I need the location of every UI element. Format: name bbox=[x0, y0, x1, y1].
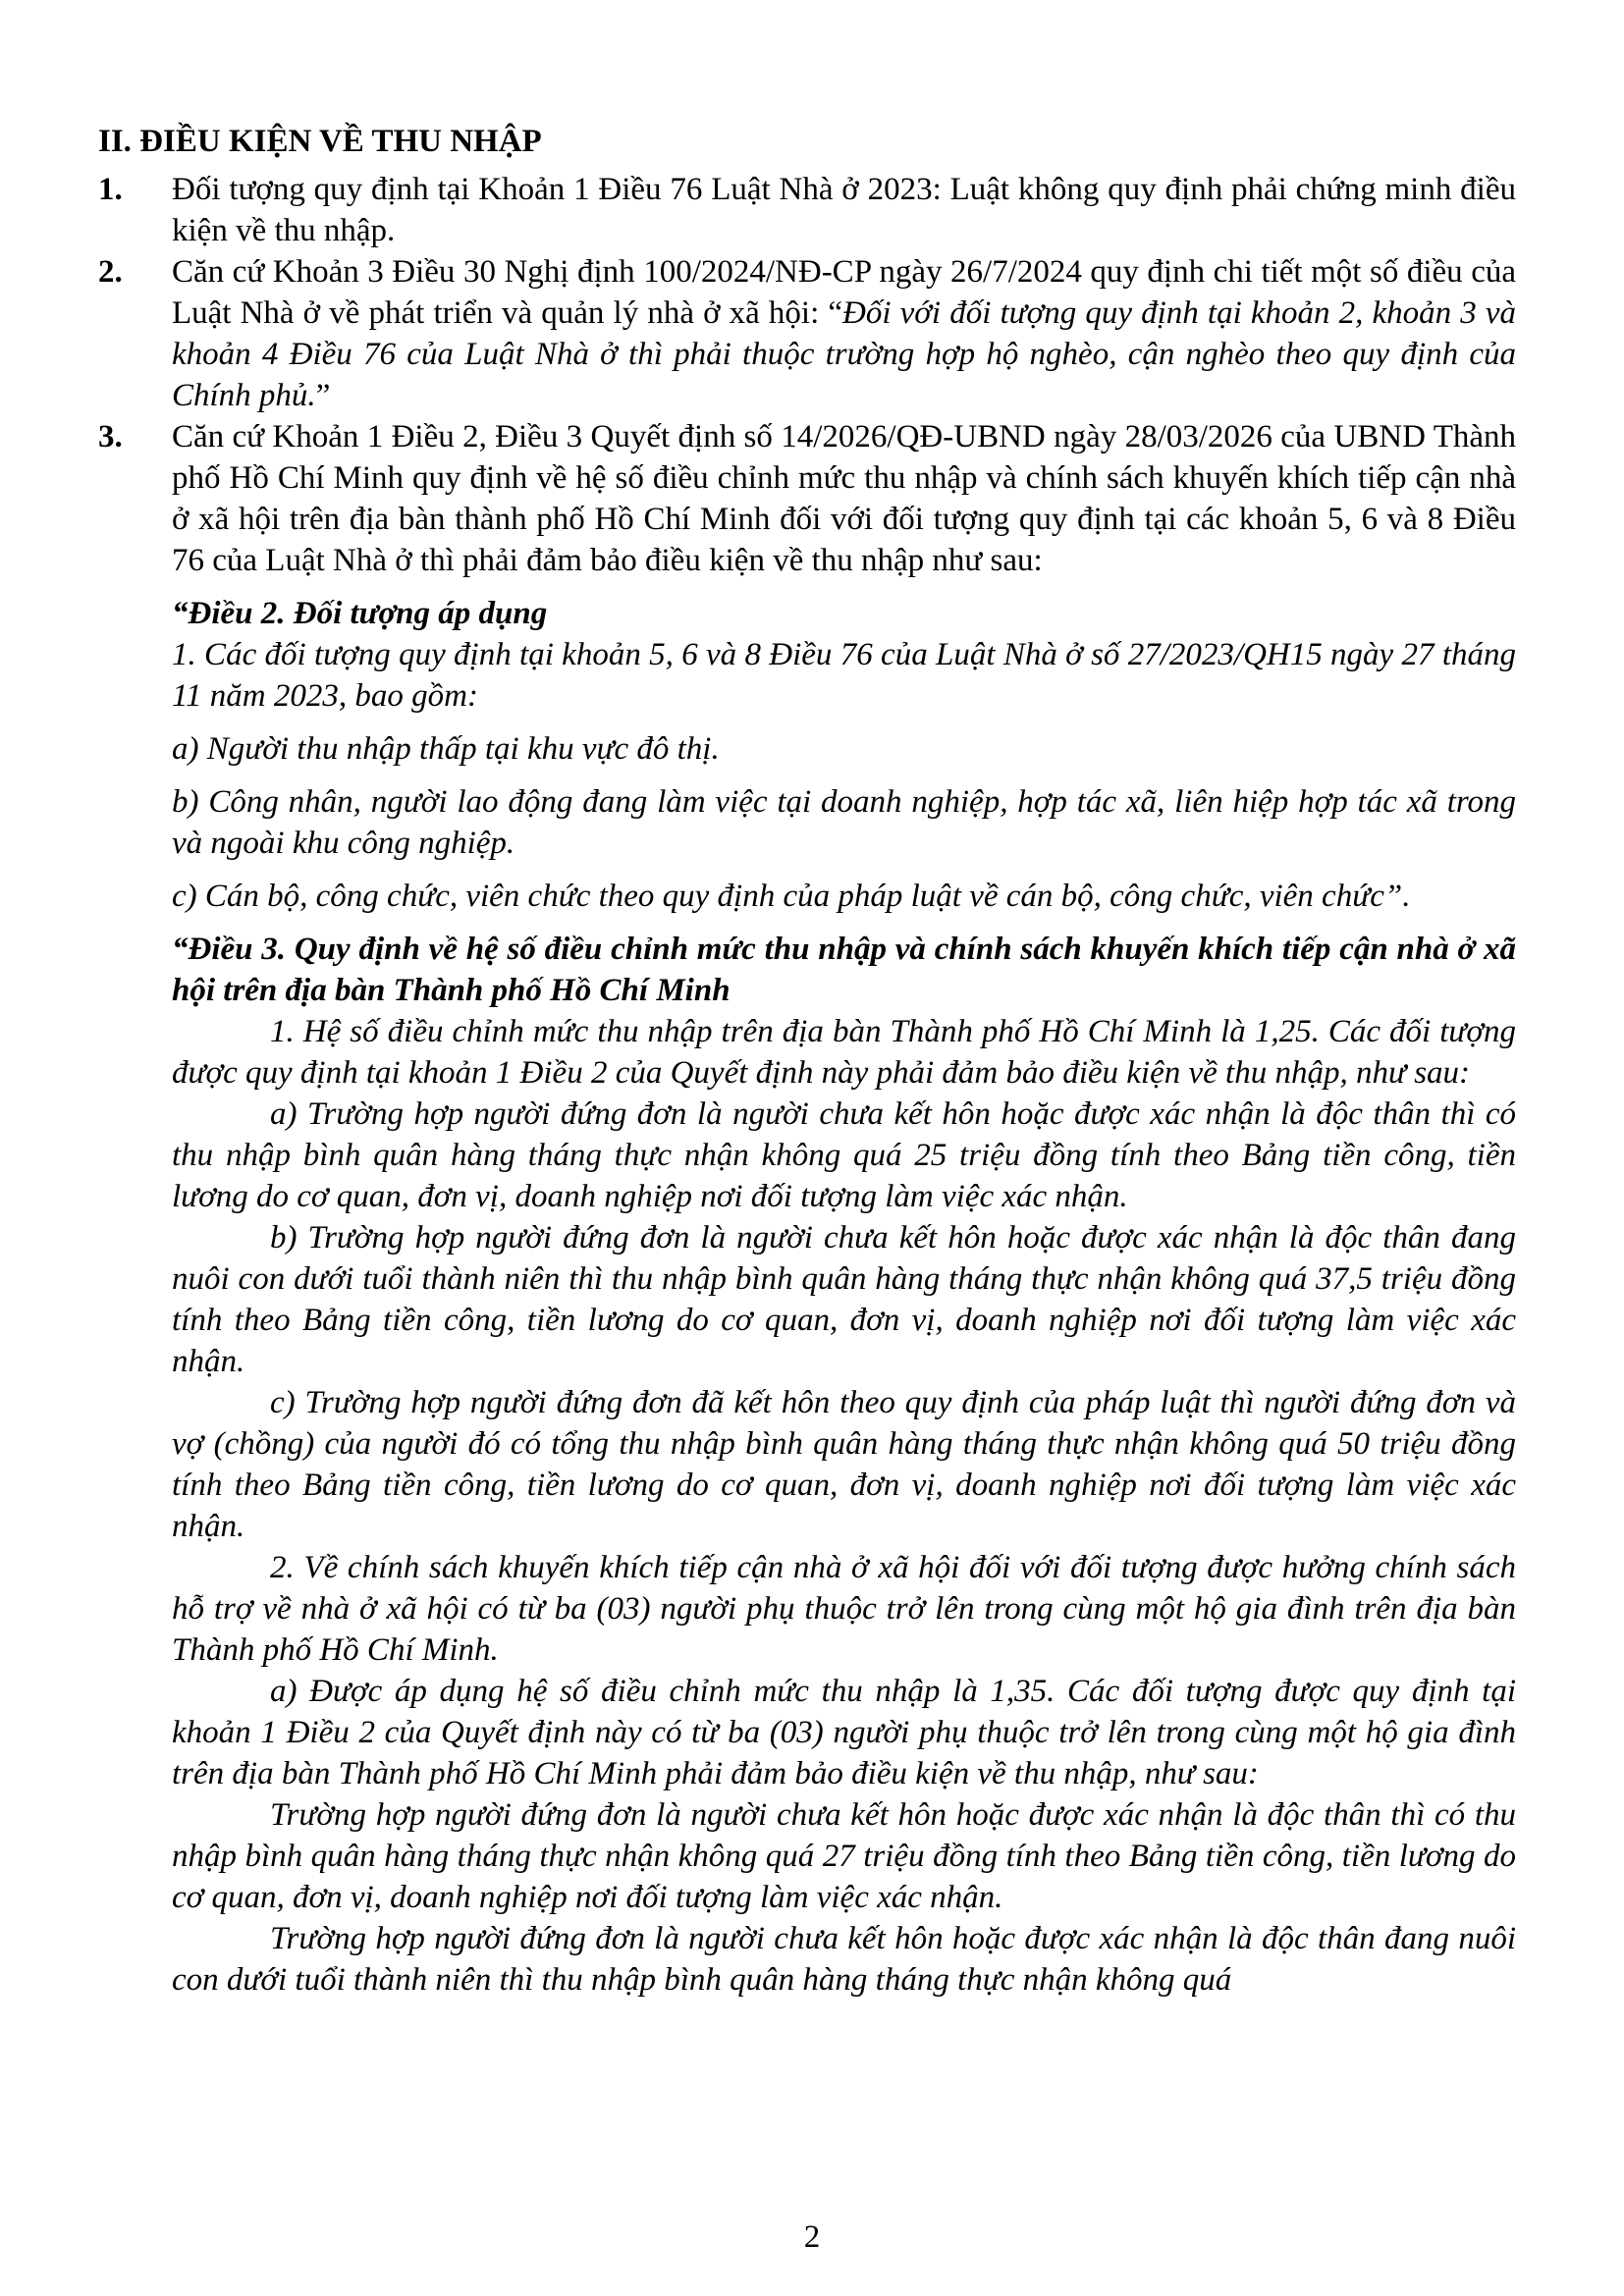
article-3-heading: “Điều 3. Quy định về hệ số điều chỉnh mức thu nhập và chính sách khuyến khích tiếp cận nhà ở xã hội trên địa bàn Thành phố Hồ Chí Minh bbox=[172, 932, 1516, 1008]
closing-quote: ” bbox=[315, 378, 331, 413]
item-text: Đối tượng quy định tại Khoản 1 Điều 76 Luật Nhà ở 2023: Luật không quy định phải chứng minh điều kiện về thu nhập. bbox=[172, 172, 1516, 248]
article-3-paragraph: Trường hợp người đứng đơn là người chưa kết hôn hoặc được xác nhận là độc thân thì có thu nhập bình quân hàng tháng thực nhận không quá 27 triệu đồng tính theo Bảng tiền công, tiền lương do cơ quan, đơn vị, doanh nghiệp nơi đối tượng làm việc xác nhận. bbox=[172, 1797, 1516, 1915]
article-3-paragraph: a) Được áp dụng hệ số điều chỉnh mức thu nhập là 1,35. Các đối tượng được quy định tại khoản 1 Điều 2 của Quyết định này có từ ba (03) người phụ thuộc trở lên trong cùng một hộ gia đình trên địa bàn Thành phố Hồ Chí Minh phải đảm bảo điều kiện về thu nhập, như sau: bbox=[172, 1674, 1516, 1791]
item-text-plain: Căn cứ Khoản 3 Điều 30 Nghị định 100/2024/NĐ-CP ngày 26/7/2024 quy định chi tiết một số điều của Luật Nhà ở về phát triển và quản lý nhà ở xã hội: “ bbox=[172, 254, 1516, 331]
list-item bbox=[98, 251, 1516, 416]
article-2-point-c: c) Cán bộ, công chức, viên chức theo quy định của pháp luật về cán bộ, công chức, viên chức”. bbox=[172, 879, 1411, 914]
section-title: II. ĐIỀU KIỆN VỀ THU NHẬP bbox=[98, 124, 542, 159]
item-number: 1. bbox=[98, 172, 123, 207]
item-number: 3. bbox=[98, 419, 123, 454]
article-3-paragraph: 1. Hệ số điều chỉnh mức thu nhập trên địa bàn Thành phố Hồ Chí Minh là 1,25. Các đối tượng được quy định tại khoản 1 Điều 2 của Quyết định này phải đảm bảo điều kiện về thu nhập, như sau: bbox=[172, 1014, 1516, 1091]
list-item bbox=[98, 169, 1516, 251]
item-number: 2. bbox=[98, 254, 123, 290]
list-item bbox=[98, 416, 1516, 581]
article-3-paragraph: 2. Về chính sách khuyến khích tiếp cận nhà ở xã hội đối với đối tượng được hưởng chính sách hỗ trợ về nhà ở xã hội có từ ba (03) người phụ thuộc trở lên trong cùng một hộ gia đình trên địa bàn Thành phố Hồ Chí Minh. bbox=[172, 1550, 1516, 1668]
article-3-block bbox=[172, 929, 1516, 2001]
article-2-heading: “Điều 2. Đối tượng áp dụng bbox=[172, 596, 548, 631]
quoted-regulation: Đối với đối tượng quy định tại khoản 2, khoản 3 và khoản 4 Điều 76 của Luật Nhà ở thì phải thuộc trường hợp hộ nghèo, cận nghèo theo quy định của Chính phủ. bbox=[172, 295, 1517, 413]
article-3-paragraph: b) Trường hợp người đứng đơn là người chưa kết hôn hoặc được xác nhận là độc thân đang nuôi con dưới tuổi thành niên thì thu nhập bình quân hàng tháng thực nhận không quá 37,5 triệu đồng tính theo Bảng tiền công, tiền lương do cơ quan, đơn vị, doanh nghiệp nơi đối tượng làm việc xác nhận. bbox=[172, 1220, 1516, 1379]
item-text: Căn cứ Khoản 1 Điều 2, Điều 3 Quyết định số 14/2026/QĐ-UBND ngày 28/03/2026 của UBND Thành phố Hồ Chí Minh quy định về hệ số điều chỉnh mức thu nhập và chính sách khuyến khích tiếp cận nhà ở xã hội trên địa bàn thành phố Hồ Chí Minh đối với đối tượng quy định tại các khoản 5, 6 và 8 Điều 76 của Luật Nhà ở thì phải đảm bảo điều kiện về thu nhập như sau: bbox=[172, 419, 1516, 578]
article-3-paragraph: Trường hợp người đứng đơn là người chưa kết hôn hoặc được xác nhận là độc thân đang nuôi con dưới tuổi thành niên thì thu nhập bình quân hàng tháng thực nhận không quá bbox=[172, 1921, 1516, 1998]
article-2-block bbox=[172, 593, 1516, 917]
article-2-point-a: a) Người thu nhập thấp tại khu vực đô thị. bbox=[172, 731, 720, 767]
page-number: 2 bbox=[803, 2219, 821, 2255]
page-content bbox=[98, 121, 1516, 2001]
article-3-paragraph: c) Trường hợp người đứng đơn đã kết hôn theo quy định của pháp luật thì người đứng đơn và vợ (chồng) của người đó có tổng thu nhập bình quân hàng tháng thực nhận không quá 50 triệu đồng tính theo Bảng tiền công, tiền lương do cơ quan, đơn vị, doanh nghiệp nơi đối tượng làm việc xác nhận. bbox=[172, 1385, 1516, 1544]
item-text bbox=[172, 251, 1516, 416]
article-2-point-b: b) Công nhân, người lao động đang làm việc tại doanh nghiệp, hợp tác xã, liên hiệp hợp tác xã trong và ngoài khu công nghiệp. bbox=[172, 784, 1516, 861]
article-3-paragraph: a) Trường hợp người đứng đơn là người chưa kết hôn hoặc được xác nhận là độc thân thì có thu nhập bình quân hàng tháng thực nhận không quá 25 triệu đồng tính theo Bảng tiền công, tiền lương do cơ quan, đơn vị, doanh nghiệp nơi đối tượng làm việc xác nhận. bbox=[172, 1096, 1516, 1214]
article-2-clause-1: 1. Các đối tượng quy định tại khoản 5, 6 và 8 Điều 76 của Luật Nhà ở số 27/2023/QH15 ngày 27 tháng 11 năm 2023, bao gồm: bbox=[172, 637, 1516, 714]
